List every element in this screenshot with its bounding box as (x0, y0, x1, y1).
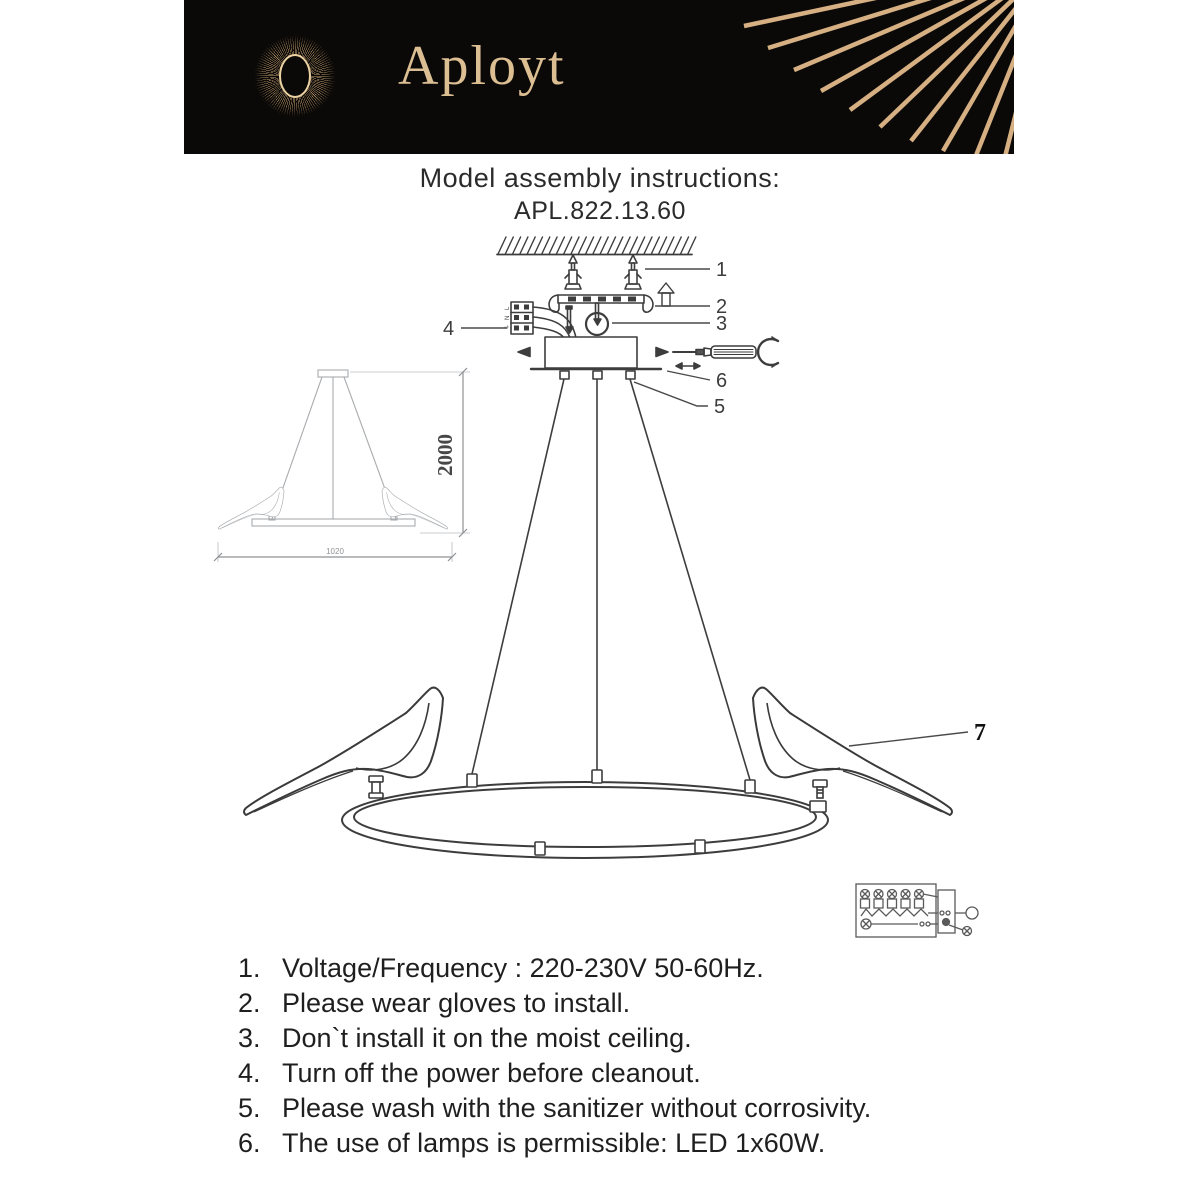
instruction-item (238, 1021, 871, 1056)
instruction-item (238, 951, 871, 986)
width-dimension-label: 1020 (326, 547, 344, 556)
up-arrow-icon (658, 283, 674, 306)
right-screw-arrow-icon (656, 348, 668, 357)
bird-right-exploded (753, 688, 952, 815)
instruction-text: Please wear gloves to install. (282, 988, 631, 1018)
part-label-6: 6 (716, 370, 728, 392)
suspension-wires (472, 379, 750, 780)
brand-name: Aployt (398, 35, 566, 97)
part-label-7: 7 (974, 720, 986, 746)
bird-left (244, 688, 443, 815)
ring-post (467, 774, 477, 787)
instruction-number: 2. (238, 988, 261, 1018)
instruction-list (238, 951, 871, 1161)
bird-mount-screw (810, 780, 827, 812)
part-label-5: 5 (714, 396, 726, 418)
screwdriver-icon (673, 337, 778, 369)
ceiling-hatch (497, 237, 696, 255)
instruction-text: Turn off the power before cleanout. (282, 1058, 701, 1088)
terminal-pin-n: N (505, 315, 511, 320)
part-label-3: 3 (716, 313, 728, 335)
left-screw-arrow-icon (518, 348, 530, 357)
instruction-item (238, 1126, 871, 1161)
wiring-diagram (856, 884, 978, 937)
instruction-number: 3. (238, 1023, 261, 1053)
ring-post (695, 840, 705, 853)
rotate-arrow-icon (758, 339, 778, 365)
instruction-item (238, 986, 871, 1021)
anchor-bolts (565, 255, 641, 289)
instruction-text: Don`t install it on the moist ceiling. (282, 1023, 692, 1053)
instruction-item (238, 1056, 871, 1091)
height-dimension-line (459, 368, 467, 537)
terminal-pin-l: L (505, 306, 511, 310)
ring-post (745, 780, 755, 793)
instruction-number: 1. (238, 953, 261, 983)
double-arrow-icon (676, 363, 700, 369)
canopy (518, 337, 668, 379)
side-view-bird-left (218, 487, 284, 529)
part-label-4: 4 (443, 318, 455, 340)
ring-post (535, 842, 545, 855)
side-view-diagram (214, 368, 470, 562)
instruction-text: Voltage/Frequency : 220-230V 50-60Hz. (282, 953, 764, 983)
ring-post (592, 770, 602, 783)
terminal-pin-ground: ⏚ (505, 323, 511, 330)
part-label-2: 2 (716, 296, 728, 318)
screw-and-loop (566, 303, 608, 335)
instruction-number: 4. (238, 1058, 261, 1088)
instruction-item (238, 1091, 871, 1126)
instruction-number: 5. (238, 1093, 261, 1123)
page-title: Model assembly instructions: (419, 163, 781, 193)
model-number: APL.822.13.60 (514, 197, 686, 225)
instruction-number: 6. (238, 1128, 261, 1158)
instruction-text: The use of lamps is permissible: LED 1x60W. (282, 1128, 826, 1158)
part-label-1: 1 (716, 259, 728, 281)
side-view-canopy (318, 370, 348, 377)
pendant-ring (342, 770, 828, 858)
callout-leaders (461, 269, 968, 746)
lamp-symbol (966, 907, 978, 919)
instruction-text: Please wash with the sanitizer without corrosivity. (282, 1093, 872, 1123)
terminal-screws (861, 890, 924, 909)
height-dimension-label: 2000 (433, 434, 457, 476)
